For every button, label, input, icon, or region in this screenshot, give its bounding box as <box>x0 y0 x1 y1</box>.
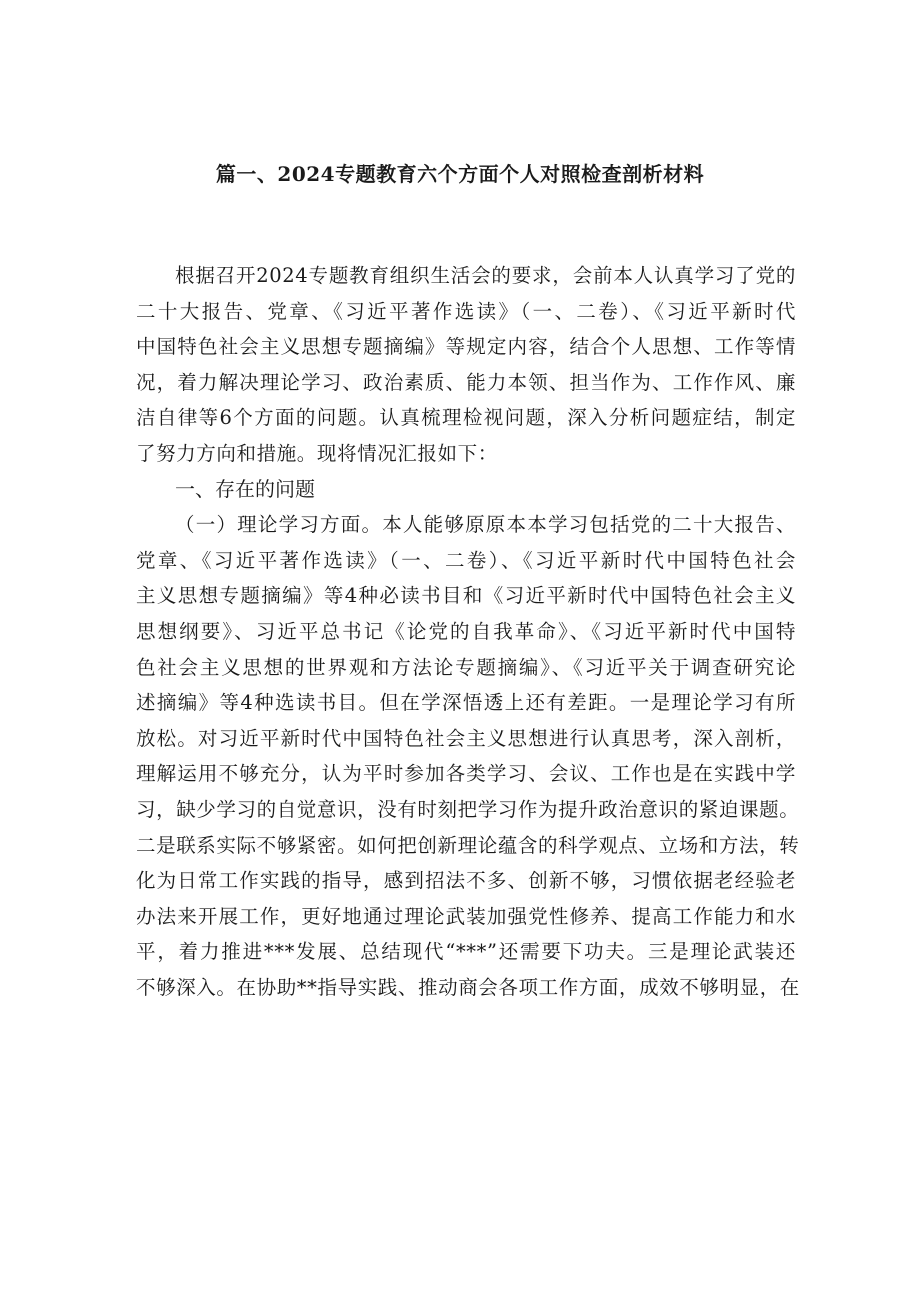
paragraph-line: 中国特色社会主义思想专题摘编》等规定内容，结合个人思想、工作等情 <box>136 335 796 359</box>
paragraph-line: 放松。对习近平新时代中国特色社会主义思想进行认真思考，深入剖析， <box>136 726 796 750</box>
paragraph-line: 述摘编》等4种选读书目。但在学深悟透上还有差距。一是理论学习有所 <box>136 691 796 715</box>
paragraph-line: 色社会主义思想的世界观和方法论专题摘编》、《习近平关于调查研究论 <box>136 655 796 679</box>
document-body <box>136 258 800 1005</box>
document-title: 篇一、2024专题教育六个方面个人对照检查剖析材料 <box>215 162 705 186</box>
paragraph-line: 办法来开展工作，更好地通过理论武装加强党性修养、提高工作能力和水 <box>136 904 796 928</box>
paragraph-line: 党章、《习近平著作选读》（一、二卷）、《习近平新时代中国特色社会 <box>136 548 796 572</box>
paragraph-line: （一）理论学习方面。本人能够原原本本学习包括党的二十大报告、 <box>175 513 796 537</box>
paragraph-line: 主义思想专题摘编》等4种必读书目和《习近平新时代中国特色社会主义 <box>136 584 796 608</box>
paragraph-line: 习，缺少学习的自觉意识，没有时刻把学习作为提升政治意识的紧迫课题。 <box>136 797 800 821</box>
paragraph-line: 二是联系实际不够紧密。如何把创新理论蕴含的科学观点、立场和方法，转 <box>136 833 800 857</box>
paragraph-line: 思想纲要》、习近平总书记《论党的自我革命》、《习近平新时代中国特 <box>136 619 796 643</box>
paragraph-line: 洁自律等6个方面的问题。认真梳理检视问题，深入分析问题症结，制定 <box>136 406 796 430</box>
paragraph-line: 根据召开2024专题教育组织生活会的要求，会前本人认真学习了党的 <box>175 264 796 287</box>
section-heading: 一、存在的问题 <box>175 476 315 501</box>
paragraph-line: 理解运用不够充分，认为平时参加各类学习、会议、工作也是在实践中学 <box>136 762 796 786</box>
paragraph-line: 了努力方向和措施。现将情况汇报如下： <box>136 441 498 465</box>
paragraph-line: 二十大报告、党章、《习近平著作选读》（一、二卷）、《习近平新时代 <box>136 299 796 323</box>
paragraph-line: 况，着力解决理论学习、政治素质、能力本领、担当作为、工作作风、廉 <box>136 370 796 394</box>
paragraph-line: 化为日常工作实践的指导，感到招法不多、创新不够，习惯依据老经验老 <box>136 869 796 893</box>
paragraph-line: 不够深入。在协助**指导实践、推动商会各项工作方面，成效不够明显，在 <box>136 975 800 999</box>
paragraph-line: 平，着力推进***发展、总结现代“***”还需要下功夫。三是理论武装还 <box>136 940 796 964</box>
